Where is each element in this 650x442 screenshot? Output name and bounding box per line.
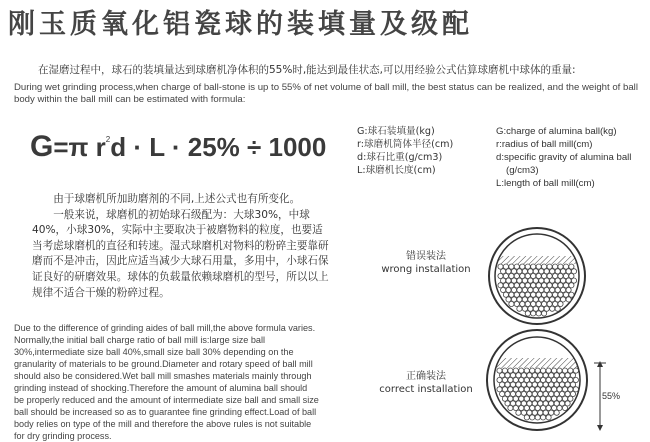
ball xyxy=(501,287,506,292)
ball xyxy=(531,311,536,316)
body-cn-paragraph: 一般来说，球磨机的初始球石级配为：大球30%，中球40%，小球30%，实际中主要取决于被磨物料的粒度，也要适当考虑球磨机的直径和转速。湿式球磨机对物料的粉碎主要靠研磨而不是冲击，因此应适当减少大球石用量，多用中，小球石保证良好的研磨效果。球体的负载量依赖球磨机的型号，所以以上规律不适合干燥的粉碎过程。 xyxy=(32,208,329,299)
ball xyxy=(569,292,574,297)
ball xyxy=(522,306,527,311)
legend-item: G:charge of alumina ball(kg) xyxy=(496,126,617,137)
hatched-slurry-layer xyxy=(492,358,582,368)
wrong-caption-en: wrong installation xyxy=(381,264,471,275)
ball xyxy=(536,311,541,316)
ball xyxy=(500,391,505,396)
arrow-up-icon xyxy=(597,361,603,367)
intro-english: During wet grinding process,when charge of ball-stone is up to 55% of net volume of ball mill, the best status can be realized, and the weight of ball body within the ball mill can be estimated with formula: xyxy=(14,82,638,105)
ball xyxy=(573,368,578,373)
fill-percent-label: 55% xyxy=(602,391,621,401)
hatched-slurry-layer xyxy=(492,256,582,264)
legend-item: d:球石比重(g/cm3) xyxy=(357,152,443,163)
formula-g: G xyxy=(30,130,54,163)
legend-item: d:specific gravity of alumina ball xyxy=(496,152,632,163)
ball xyxy=(517,306,522,311)
ball xyxy=(516,410,521,415)
ball xyxy=(546,415,551,420)
body-chinese xyxy=(32,192,332,301)
wrong-caption-cn: 错误装法 xyxy=(406,251,446,262)
body-english: Due to the difference of grinding aides of ball mill,the above formula varies. Normally,the initial ball charge ratio of ball mill is:large size ball 30%,intermediate size ball 40%,small size ball 30% depending on the granularity of materials to be ground.Diameter and rotary speed of ball mill should also be considered.Wet ball mill smashes materials mainly through grinding instead of shocking.Therefore the amount of alumina ball should be properly reduced and the amount of intermediate size ball and small size ball should be increased so as to guarantee fine grinding effect.Load of ball body relies on type of the mill and therefore the above rules is not suitable for dry grinding process. xyxy=(14,323,319,441)
formula-eq: =π r xyxy=(53,132,106,162)
legend-item: G:球石装填量(kg) xyxy=(357,126,435,137)
ball xyxy=(573,387,578,392)
ball xyxy=(557,405,562,410)
legend-item: r:球磨机筒体半径(cm) xyxy=(357,139,454,150)
intro-chinese: 在湿磨过程中，球石的装填量达到球磨机净体积的55%时,能达到最佳状态,可以用经验公式估算球磨机中球体的重量: xyxy=(38,64,576,76)
legend-english xyxy=(496,125,631,190)
ball xyxy=(521,410,526,415)
legend-item: (g/cm3) xyxy=(506,165,539,176)
formula-rest: d · L · 25% ÷ 1000 xyxy=(110,132,327,162)
correct-caption-cn: 正确装法 xyxy=(406,371,446,382)
correct-installation-caption xyxy=(366,370,486,396)
formula xyxy=(30,130,326,164)
ball xyxy=(530,415,535,420)
legend-item: L:球磨机长度(cm) xyxy=(357,165,436,176)
legend-chinese xyxy=(357,125,453,177)
legend-item: L:length of ball mill(cm) xyxy=(496,178,595,189)
ball xyxy=(568,396,573,401)
ball xyxy=(555,306,560,311)
ball xyxy=(542,311,547,316)
arrow-down-icon xyxy=(597,425,603,431)
correct-installation-diagram xyxy=(482,325,622,435)
ball xyxy=(509,301,514,306)
page-title: 刚玉质氧化铝瓷球的装填量及级配 xyxy=(8,9,473,40)
ball xyxy=(569,283,574,288)
ball xyxy=(535,415,540,420)
ball xyxy=(554,410,559,415)
ball xyxy=(562,405,567,410)
wrong-installation-diagram xyxy=(482,226,592,326)
ball xyxy=(508,405,513,410)
ball xyxy=(558,301,563,306)
legend-item: r:radius of ball mill(cm) xyxy=(496,139,593,150)
ball xyxy=(550,306,555,311)
ball xyxy=(525,311,530,316)
ball xyxy=(541,415,546,420)
formula-exponent: 2 xyxy=(105,135,111,144)
wrong-installation-caption xyxy=(366,250,486,276)
body-cn-paragraph: 由于球磨机所加助磨剂的不同,上述公式也有所变化。 xyxy=(53,193,301,205)
ball xyxy=(566,297,571,302)
ball xyxy=(524,415,529,420)
correct-caption-en: correct installation xyxy=(379,384,473,395)
